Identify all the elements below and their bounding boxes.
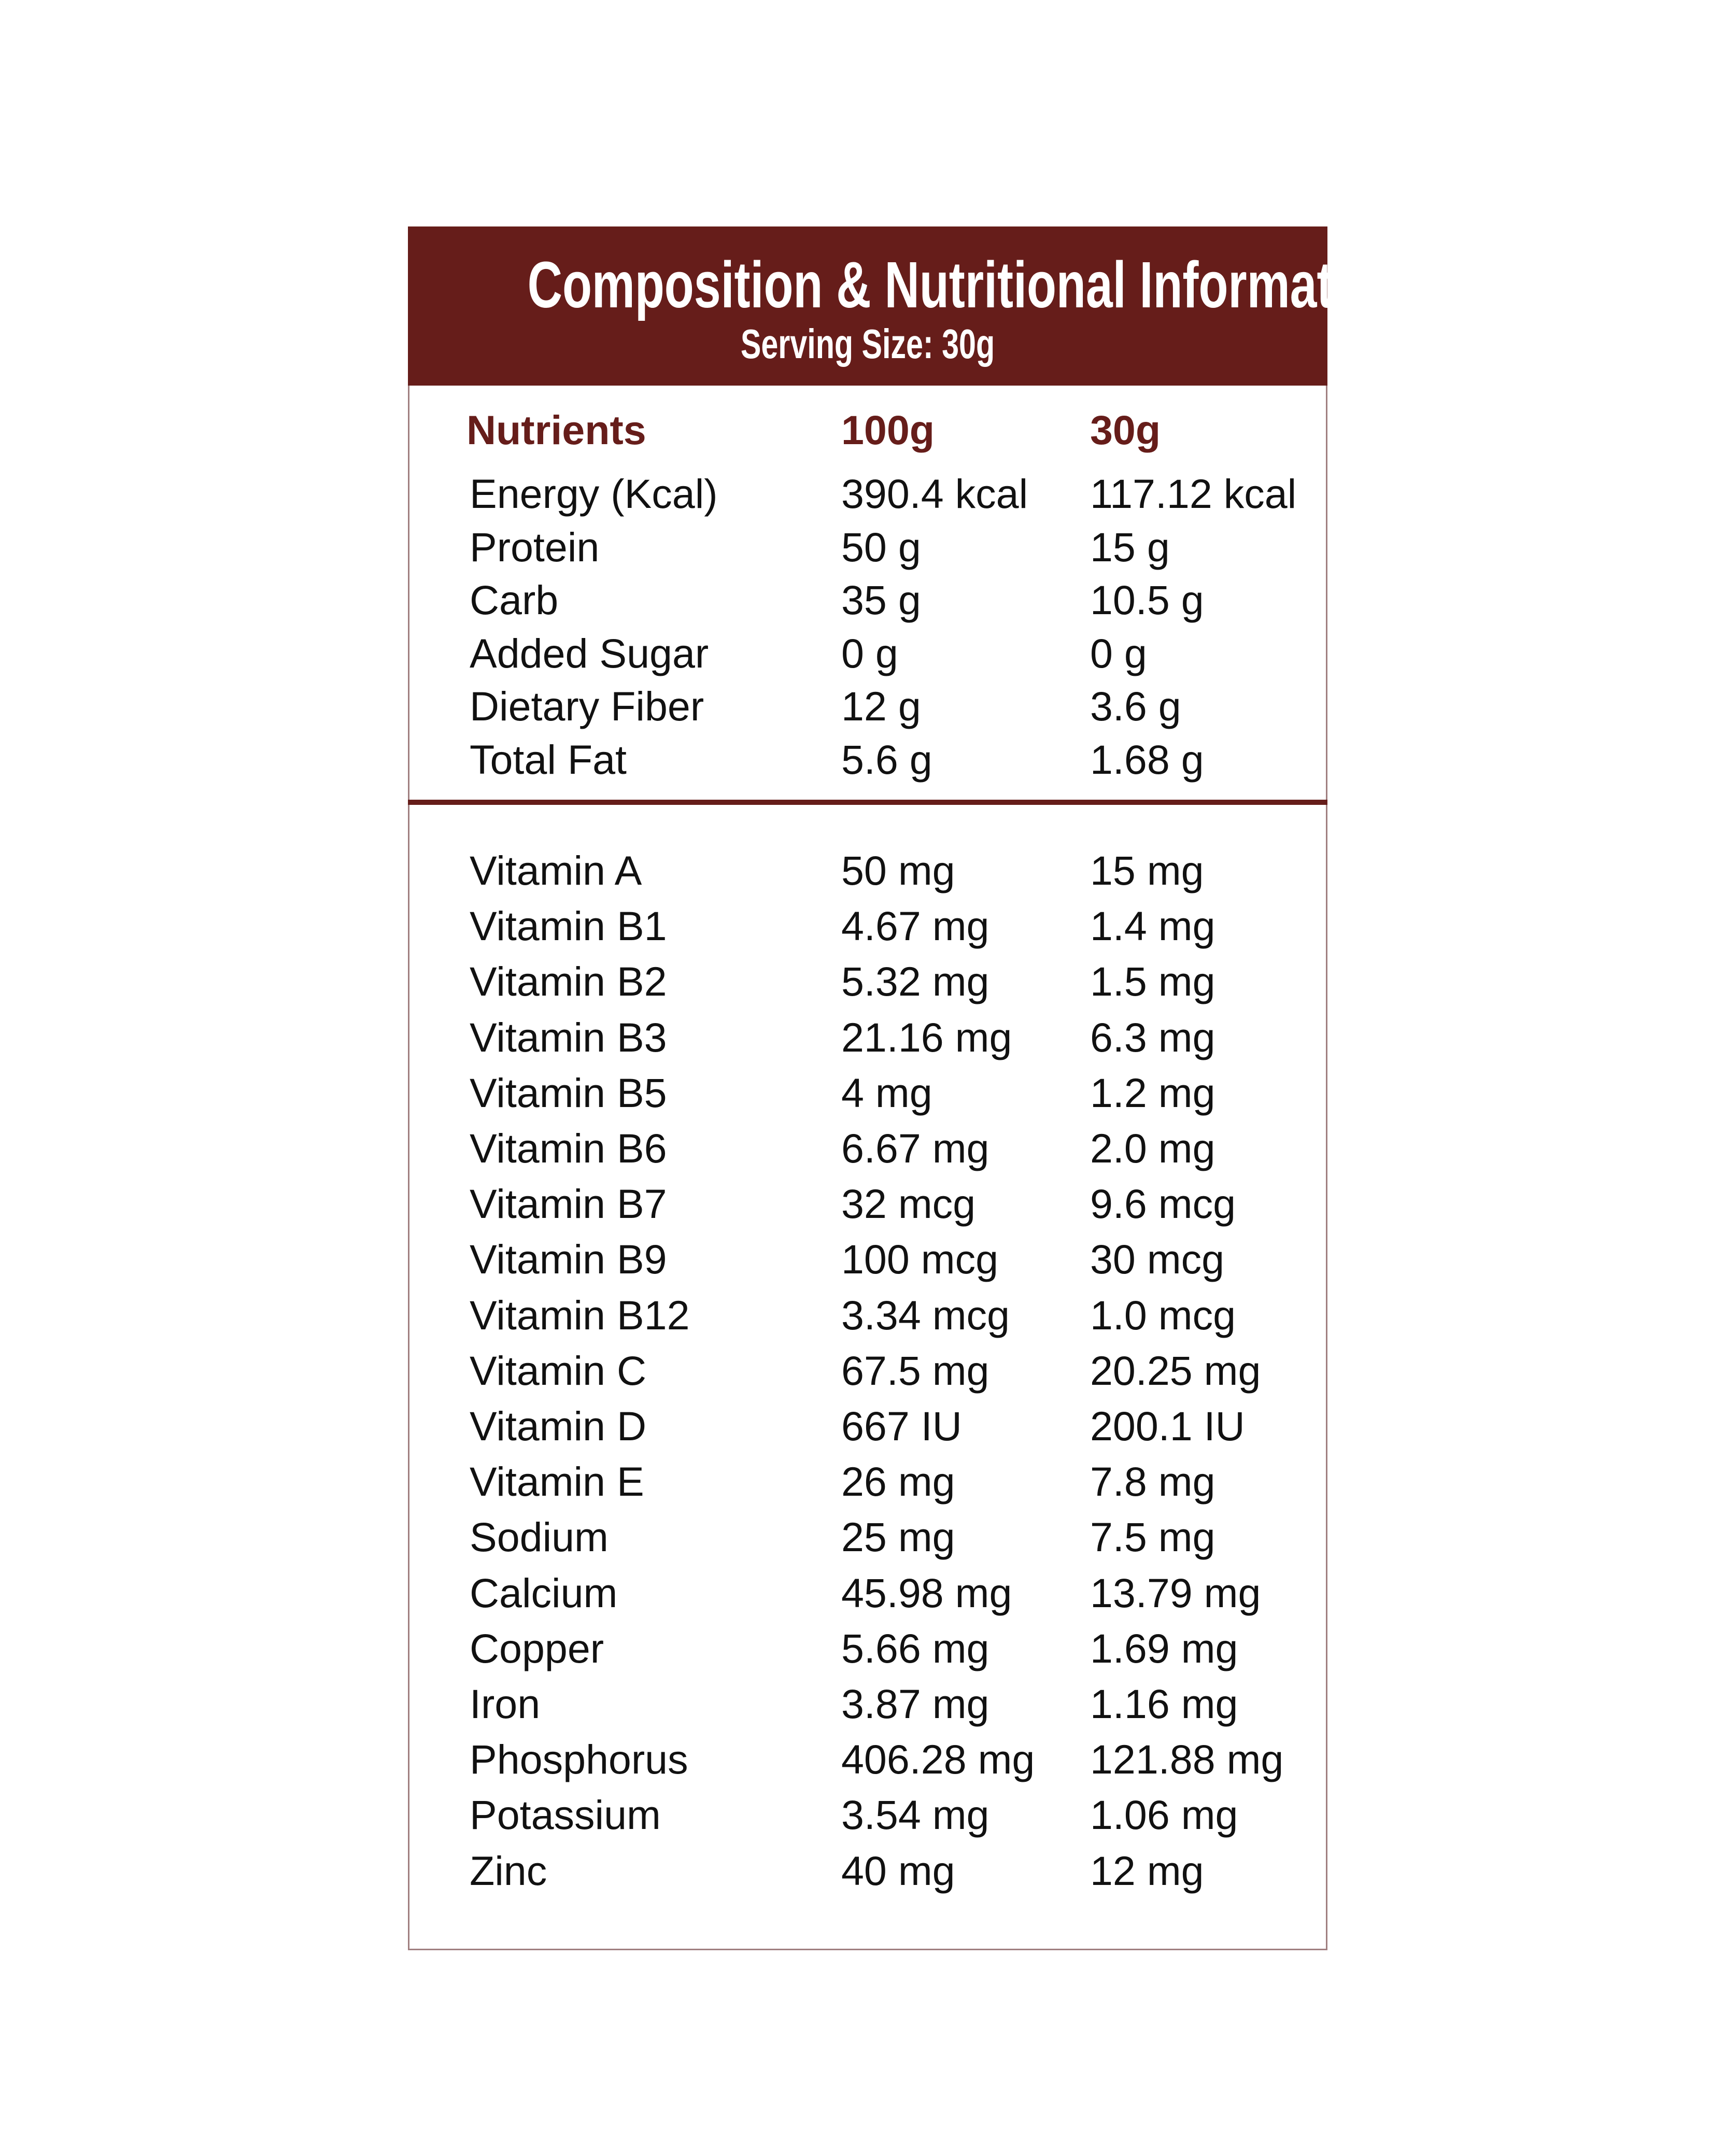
value-100g: 4 mg	[841, 1069, 932, 1116]
value-30g: 30 mcg	[1090, 1236, 1225, 1283]
nutrient-name: Calcium	[470, 1569, 618, 1616]
value-100g: 3.54 mg	[841, 1792, 989, 1838]
nutrient-row	[409, 734, 1326, 786]
value-100g: 25 mg	[841, 1514, 955, 1561]
value-30g: 10.5 g	[1090, 577, 1204, 623]
section-divider	[408, 800, 1327, 805]
value-100g: 5.66 mg	[841, 1625, 989, 1671]
nutrient-name: Protein	[470, 523, 600, 570]
nutrient-row	[409, 1456, 1326, 1508]
nutrient-name: Vitamin B2	[470, 958, 667, 1005]
value-30g: 1.5 mg	[1090, 958, 1215, 1005]
column-header-nutrients: Nutrients	[466, 407, 646, 453]
value-100g: 50 g	[841, 523, 921, 570]
nutrient-row	[409, 1567, 1326, 1619]
nutrient-name: Vitamin D	[470, 1403, 646, 1449]
nutrient-row	[409, 1511, 1326, 1563]
value-100g: 26 mg	[841, 1458, 955, 1505]
nutrition-panel	[408, 226, 1406, 1950]
column-header-row	[409, 404, 1326, 456]
value-100g: 67.5 mg	[841, 1347, 989, 1394]
nutrient-name: Sodium	[470, 1514, 609, 1561]
nutrient-row	[409, 1067, 1326, 1119]
value-100g: 390.4 kcal	[841, 471, 1028, 517]
value-100g: 100 mcg	[841, 1236, 999, 1283]
nutrient-name: Vitamin B3	[470, 1014, 667, 1060]
nutrient-row	[409, 1734, 1326, 1785]
nutrient-name: Vitamin B7	[470, 1181, 667, 1227]
value-100g: 667 IU	[841, 1403, 962, 1449]
nutrient-name: Energy (Kcal)	[470, 471, 718, 517]
nutrient-name: Vitamin B5	[470, 1069, 667, 1116]
value-30g: 7.5 mg	[1090, 1514, 1215, 1561]
value-30g: 1.16 mg	[1090, 1681, 1238, 1727]
nutrient-name: Potassium	[470, 1792, 661, 1838]
nutrient-row	[409, 468, 1326, 520]
column-header-100g: 100g	[841, 407, 935, 453]
value-100g: 40 mg	[841, 1847, 955, 1894]
nutrient-name: Vitamin A	[470, 847, 642, 893]
value-30g: 13.79 mg	[1090, 1569, 1261, 1616]
value-100g: 21.16 mg	[841, 1014, 1012, 1060]
value-30g: 121.88 mg	[1090, 1736, 1284, 1783]
value-100g: 0 g	[841, 630, 898, 676]
column-header-30g: 30g	[1090, 407, 1161, 453]
nutrient-row	[409, 680, 1326, 732]
value-30g: 2.0 mg	[1090, 1125, 1215, 1171]
value-30g: 1.69 mg	[1090, 1625, 1238, 1671]
nutrient-name: Vitamin B12	[470, 1292, 690, 1338]
value-30g: 1.2 mg	[1090, 1069, 1215, 1116]
nutrient-row	[409, 1289, 1326, 1341]
nutrient-name: Vitamin B1	[470, 903, 667, 949]
value-100g: 6.67 mg	[841, 1125, 989, 1171]
nutrient-row	[409, 1233, 1326, 1285]
nutrient-row	[409, 1789, 1326, 1841]
nutrient-name: Copper	[470, 1625, 604, 1671]
value-100g: 32 mcg	[841, 1181, 976, 1227]
nutrient-name: Carb	[470, 577, 559, 623]
value-30g: 9.6 mcg	[1090, 1181, 1236, 1227]
nutrient-row	[409, 1678, 1326, 1730]
value-30g: 3.6 g	[1090, 683, 1181, 730]
nutrient-row	[409, 845, 1326, 897]
value-30g: 117.12 kcal	[1090, 471, 1297, 517]
nutrient-row	[409, 521, 1326, 573]
nutrient-name: Phosphorus	[470, 1736, 688, 1783]
value-30g: 15 g	[1090, 523, 1170, 570]
value-100g: 12 g	[841, 683, 921, 730]
value-100g: 5.32 mg	[841, 958, 989, 1005]
serving-size: Serving Size: 30g	[740, 321, 995, 367]
value-30g: 1.06 mg	[1090, 1792, 1238, 1838]
nutrient-row	[409, 1123, 1326, 1174]
nutrient-row	[409, 1012, 1326, 1063]
value-100g: 50 mg	[841, 847, 955, 893]
value-30g: 12 mg	[1090, 1847, 1204, 1894]
value-30g: 1.68 g	[1090, 736, 1204, 783]
nutrient-row	[409, 900, 1326, 952]
value-100g: 5.6 g	[841, 736, 932, 783]
value-30g: 6.3 mg	[1090, 1014, 1215, 1060]
nutrient-row	[409, 1345, 1326, 1397]
value-30g: 0 g	[1090, 630, 1147, 676]
value-100g: 3.34 mcg	[841, 1292, 1010, 1338]
nutrient-name: Vitamin C	[470, 1347, 646, 1394]
nutrient-name: Vitamin B6	[470, 1125, 667, 1171]
nutrient-name: Added Sugar	[470, 630, 709, 676]
value-30g: 7.8 mg	[1090, 1458, 1215, 1505]
nutrient-row	[409, 1400, 1326, 1452]
nutrient-name: Iron	[470, 1681, 541, 1727]
value-100g: 35 g	[841, 577, 921, 623]
value-30g: 1.4 mg	[1090, 903, 1215, 949]
nutrient-row	[409, 956, 1326, 1008]
nutrient-row	[409, 574, 1326, 626]
nutrient-row	[409, 1178, 1326, 1230]
panel-title: Composition & Nutritional Information	[527, 248, 1406, 321]
nutrient-row	[409, 1845, 1326, 1897]
nutrient-name: Dietary Fiber	[470, 683, 704, 730]
value-30g: 200.1 IU	[1090, 1403, 1245, 1449]
nutrient-name: Vitamin E	[470, 1458, 644, 1505]
value-100g: 406.28 mg	[841, 1736, 1035, 1783]
nutrient-row	[409, 628, 1326, 679]
value-100g: 4.67 mg	[841, 903, 989, 949]
value-30g: 15 mg	[1090, 847, 1204, 893]
nutrient-name: Zinc	[470, 1847, 547, 1894]
value-100g: 45.98 mg	[841, 1569, 1012, 1616]
value-30g: 20.25 mg	[1090, 1347, 1261, 1394]
nutrient-row	[409, 1623, 1326, 1675]
value-100g: 3.87 mg	[841, 1681, 989, 1727]
nutrient-name: Vitamin B9	[470, 1236, 667, 1283]
value-30g: 1.0 mcg	[1090, 1292, 1236, 1338]
nutrient-name: Total Fat	[470, 736, 627, 783]
panel-header	[408, 226, 1406, 386]
